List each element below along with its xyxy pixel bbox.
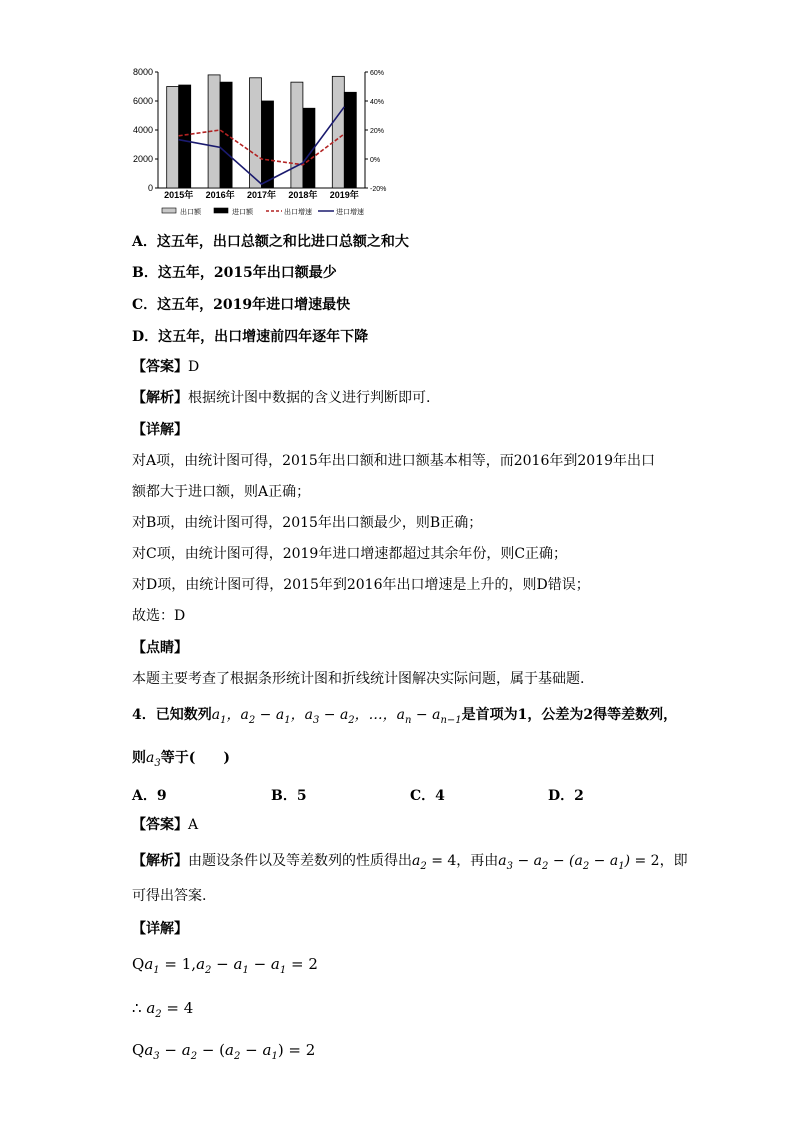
bar-import: [179, 85, 191, 188]
q4-analysis-line2: 可得出答案.: [132, 888, 207, 904]
q4-answer-value: A: [188, 817, 199, 833]
q4-stem-text: 是首项为1，公差为2得等差数列，: [461, 707, 678, 723]
q4-sequence-formula: $a_1$，$a_2 - a_1$，$a_3 - a_2$，…，$a_n - a_{n-1}$: [211, 707, 462, 726]
q4-detail-tag: 【详解】: [132, 921, 188, 937]
bar-import: [262, 101, 274, 188]
q4-stem: [132, 705, 677, 731]
detail-line: 对C项，由统计图可得，2019年进口增速都超过其余年份，则C正确；: [132, 546, 568, 562]
q4-detail-formula: $Qa_3 - a_2 - (a_2 - a_1) = 2$: [132, 1041, 316, 1062]
q4-stem-text: 则: [132, 750, 146, 766]
q4-analysis-text: ，即: [659, 853, 688, 869]
q4-answer-row: [132, 815, 198, 835]
option-c: C．这五年，2019年进口增速最快: [132, 297, 351, 313]
q4-stem-text: 已知数列: [155, 707, 212, 723]
q4-option-c: C．4: [410, 788, 445, 804]
q4-analysis-text: ，再由: [456, 853, 499, 869]
legend-swatch: [162, 208, 176, 213]
q4-detail-formula: ∴ $a_2 = 4$: [132, 999, 194, 1020]
q4-formula-a2: $a_2 = 4$: [412, 853, 457, 872]
y-tick-label-right: 20%: [370, 128, 385, 135]
bar-import: [344, 92, 356, 188]
y-tick-label-left: 0: [147, 183, 153, 193]
detail-line: 对A项，由统计图可得，2015年出口额和进口额基本相等，而2016年到2019年出口: [132, 453, 655, 469]
detail-line: 对B项，由统计图可得，2015年出口额最少，则B正确；: [132, 515, 483, 531]
bar-export: [291, 82, 303, 188]
point-text: 本题主要考查了根据条形统计图和折线统计图解决实际问题，属于基础题.: [132, 671, 585, 687]
legend-label: 出口增速: [284, 209, 312, 216]
y-tick-label-left: 6000: [132, 96, 153, 106]
legend-label: 进口额: [232, 209, 253, 216]
q4-detail-formula: $Qa_1 = 1,a_2 - a_1 - a_1 = 2$: [132, 955, 318, 976]
q4-option-d: D．2: [548, 788, 584, 804]
legend-label: 进口增速: [336, 209, 364, 216]
bar-export: [250, 78, 262, 188]
q4-option-a: A．9: [132, 788, 167, 804]
analysis-row: [132, 388, 430, 408]
y-tick-label-left: 4000: [132, 125, 153, 135]
y-tick-label-right: 0%: [370, 157, 381, 164]
bar-export: [167, 87, 179, 189]
y-tick-label-left: 8000: [132, 67, 153, 77]
detail-tag: 【详解】: [132, 422, 188, 438]
legend-swatch: [214, 208, 228, 213]
y-tick-label-left: 2000: [132, 154, 153, 164]
y-tick-label-right: 60%: [370, 70, 385, 77]
analysis-text: 根据统计图中数据的含义进行判断即可.: [188, 390, 431, 406]
answer-row: [132, 357, 199, 377]
x-tick-label: 2019年: [329, 190, 359, 200]
trade-chart: [120, 62, 390, 222]
x-tick-label: 2018年: [288, 190, 318, 200]
q4-analysis-tag: 【解析】: [132, 853, 188, 869]
detail-line: 额都大于进口额，则A正确；: [132, 484, 311, 500]
bar-export: [332, 76, 344, 188]
q4-stem-line2: [132, 748, 230, 774]
option-d: D．这五年，出口增速前四年逐年下降: [132, 329, 369, 345]
legend-label: 出口额: [180, 209, 201, 216]
y-tick-label-right: 40%: [370, 99, 385, 106]
q4-analysis-text: 由题设条件以及等差数列的性质得出: [188, 853, 412, 869]
q4-number: 4．: [132, 707, 156, 723]
q4-a3-formula: $a_3$: [146, 750, 161, 769]
option-b: B．这五年，2015年出口额最少: [132, 265, 337, 281]
option-a: A．这五年，出口总额之和比进口总额之和大: [132, 234, 409, 250]
q4-option-b: B．5: [271, 788, 307, 804]
point-tag: 【点睛】: [132, 640, 188, 656]
answer-value: D: [188, 359, 200, 375]
detail-line: 对D项，由统计图可得，2015年到2016年出口增速是上升的，则D错误；: [132, 577, 590, 593]
q4-stem-text: 等于( ): [160, 750, 230, 766]
x-tick-label: 2015年: [164, 190, 194, 200]
q4-formula-diff: $a_3 - a_2 - (a_2 - a_1) = 2$: [498, 853, 660, 872]
detail-line: 故选：D: [132, 608, 186, 624]
analysis-tag: 【解析】: [132, 390, 188, 406]
q4-answer-tag: 【答案】: [132, 817, 188, 833]
x-tick-label: 2016年: [205, 190, 235, 200]
y-tick-label-right: -20%: [370, 186, 387, 193]
answer-tag: 【答案】: [132, 359, 188, 375]
x-tick-label: 2017年: [246, 190, 277, 200]
q4-analysis-row: [132, 851, 688, 877]
